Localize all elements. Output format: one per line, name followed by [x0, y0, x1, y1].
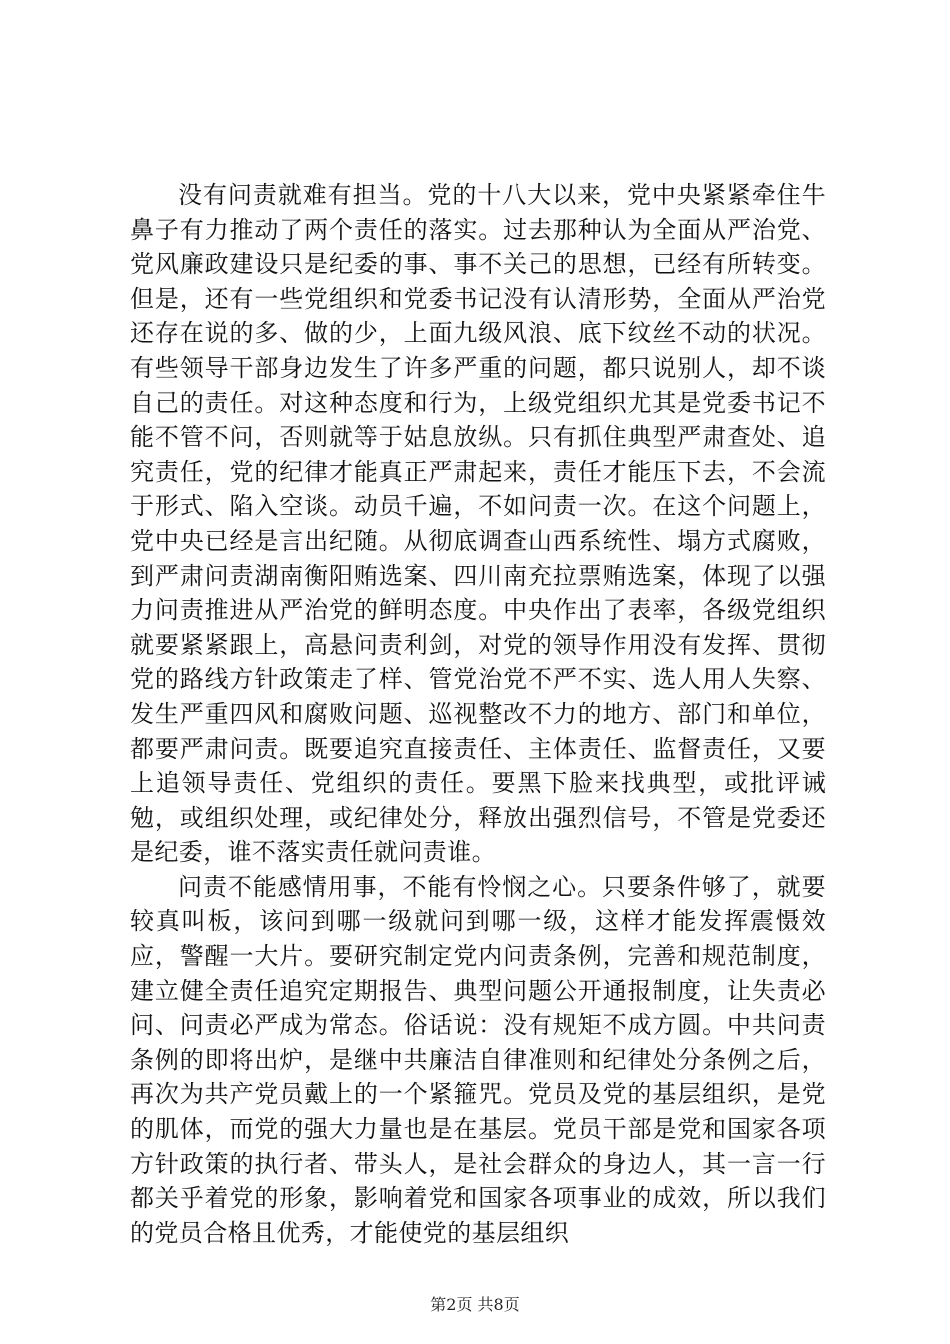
- paragraph-2: 问责不能感情用事，不能有怜悯之心。只要条件够了，就要较真叫板，该问到哪一级就问到哪一级，这样才能发挥震慑效应，警醒一大片。要研究制定党内问责条例，完善和规范制度，建立健全责任追究定期报告、典型问题公开通报制度，让失责必问、问责必严成为常态。俗话说：没有规矩不成方圆。中共问责条例的即将出炉，是继中共廉洁自律准则和纪律处分条例之后，再次为共产党员戴上的一个紧箍咒。党员及党的基层组织，是党的肌体，而党的强大力量也是在基层。党员干部是党和国家各项方针政策的执行者、带头人，是社会群众的身边人，其一言一行都关乎着党的形象，影响着党和国家各项事业的成效，所以我们的党员合格且优秀，才能使党的基层组织: [130, 872, 826, 1247]
- paragraph-1: 没有问责就难有担当。党的十八大以来，党中央紧紧牵住牛鼻子有力推动了两个责任的落实。过去那种认为全面从严治党、党风廉政建设只是纪委的事、事不关己的思想，已经有所转变。但是，还有一些党组织和党委书记没有认清形势，全面从严治党还存在说的多、做的少，上面九级风浪、底下纹丝不动的状况。有些领导干部身边发生了许多严重的问题，都只说别人，却不谈自己的责任。对这种态度和行为，上级党组织尤其是党委书记不能不管不问，否则就等于姑息放纵。只有抓住典型严肃查处、追究责任，党的纪律才能真正严肃起来，责任才能压下去，不会流于形式、陷入空谈。动员千遍，不如问责一次。在这个问题上，党中央已经是言出纪随。从彻底调查山西系统性、塌方式腐败，到严肃问责湖南衡阳贿选案、四川南充拉票贿选案，体现了以强力问责推进从严治党的鲜明态度。中央作出了表率，各级党组织就要紧紧跟上，高悬问责利剑，对党的领导作用没有发挥、贯彻党的路线方针政策走了样、管党治党不严不实、选人用人失察、发生严重四风和腐败问题、巡视整改不力的地方、部门和单位，都要严肃问责。既要追究直接责任、主体责任、监督责任，又要上追领导责任、党组织的责任。要黑下脸来找典型，或批评诫勉，或组织处理，或纪律处分，释放出强烈信号，不管是党委还是纪委，谁不落实责任就问责谁。: [130, 181, 826, 867]
- page-number-footer: 第2页 共8页: [430, 1295, 520, 1314]
- document-body: [130, 178, 826, 1250]
